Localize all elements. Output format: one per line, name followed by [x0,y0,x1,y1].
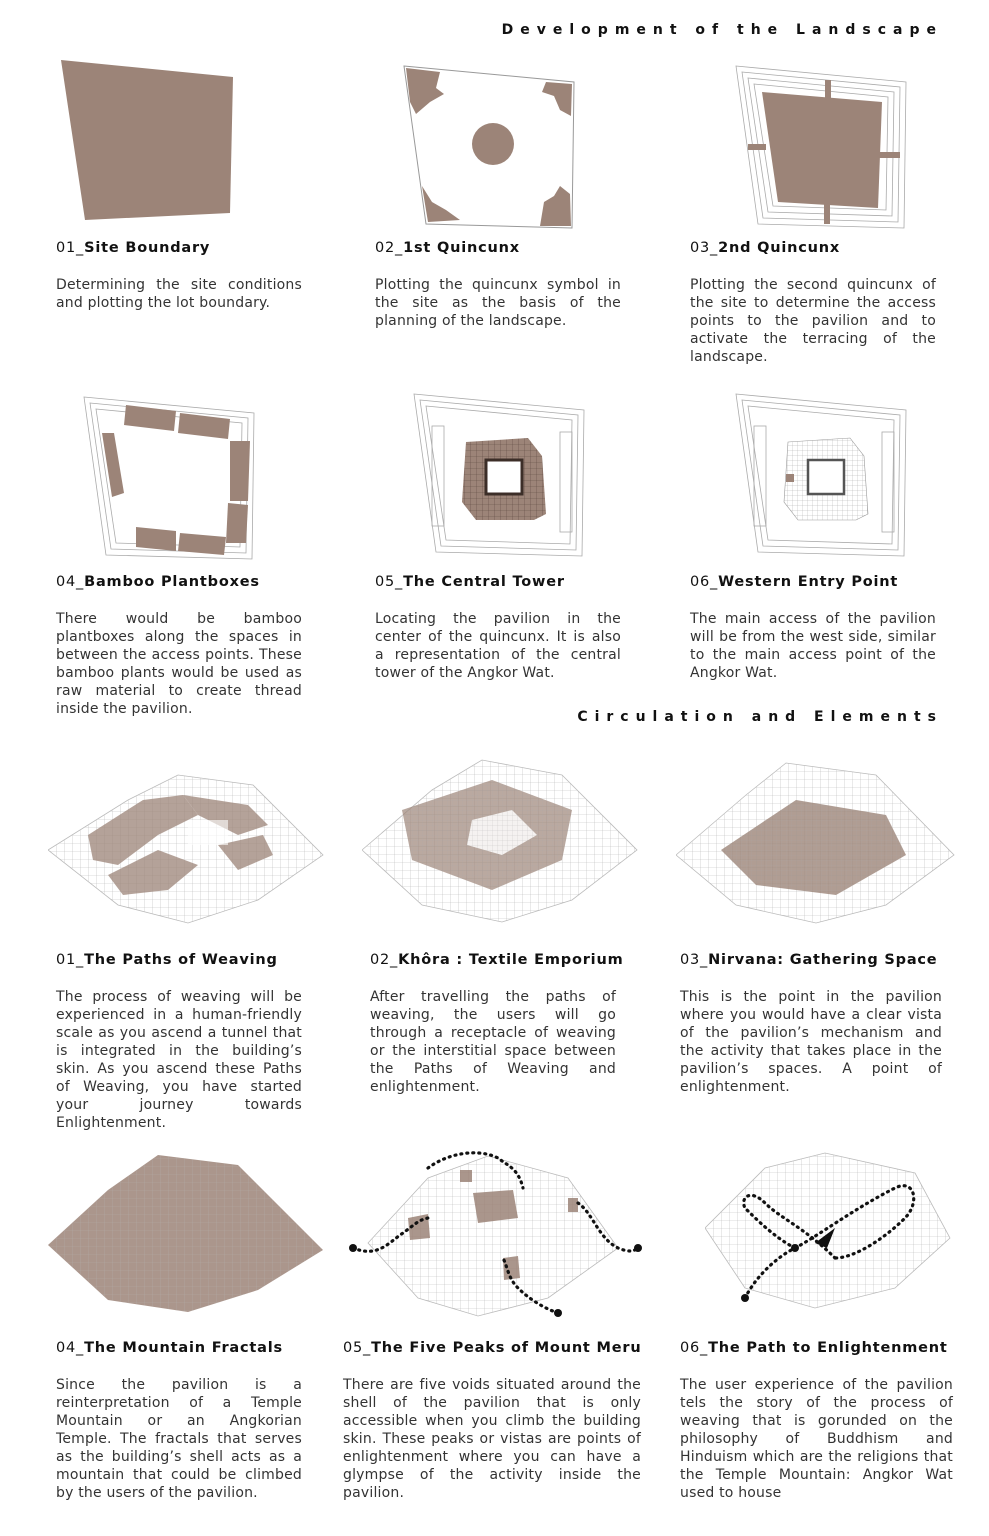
caption-path-to-enlightenment: 06_The Path to Enlightenment [680,1340,948,1356]
caption-five-peaks: 05_The Five Peaks of Mount Meru [343,1340,642,1356]
first-quincunx-figure [400,62,580,232]
desc-bamboo-plantboxes: There would be bamboo plantboxes along the spaces in between the access points. These bamboo plants would be used as raw material to create thread inside the pavilion. [56,611,302,717]
desc-nirvana: This is the point in the pavilion where you would have a clear vista of the pavilion’s mechanism and the activity that takes place in the pavilion’s spaces. A point of enlightenment. [680,989,942,1095]
desc-central-tower: Locating the pavilion in the center of the quincunx. It is also a representation of the central tower of the Angkor Wat. [375,611,621,681]
central-tower-figure [410,390,590,560]
section-title-circulation: Circulation and Elements [577,709,943,725]
paths-of-weaving-figure [48,755,328,925]
nirvana-gathering-figure [676,755,956,925]
desc-site-boundary: Determining the site conditions and plotting the lot boundary. [56,277,302,311]
caption-khora-textile: 02_Khôra : Textile Emporium [370,952,624,968]
caption-western-entry: 06_Western Entry Point [690,574,899,590]
site-boundary-figure [55,55,240,225]
caption-second-quincunx: 03_2nd Quincunx [690,240,841,256]
western-entry-figure [732,390,912,560]
caption-first-quincunx: 02_1st Quincunx [375,240,520,256]
desc-khora-textile: After travelling the paths of weaving, the users will go through a receptacle of weaving or the interstitial space between the Paths of Weaving and enlightenment. [370,989,616,1095]
bamboo-plantboxes-figure [80,393,260,563]
desc-paths-of-weaving: The process of weaving will be experienced in a human-friendly scale as you ascend a tunnel that is integrated in the building’s skin. As you ascend these Paths of Weaving, you have started your journey towards Enlightenment. [56,989,302,1131]
caption-site-boundary: 01_Site Boundary [56,240,211,256]
second-quincunx-figure [732,62,912,232]
mountain-fractals-figure [48,1150,328,1315]
five-peaks-figure [348,1148,643,1318]
desc-mountain-fractals: Since the pavilion is a reinterpretation of a Temple Mountain or an Angkorian Temple. The fractals that serves as the building’s shell acts as a mountain that could be climbed by the users of the pavilion. [56,1377,302,1501]
desc-western-entry: The main access of the pavilion will be from the west side, similar to the main access point of the Angkor Wat. [690,611,936,681]
caption-bamboo-plantboxes: 04_Bamboo Plantboxes [56,574,260,590]
desc-five-peaks: There are five voids situated around the shell of the pavilion that is only accessible when you climb the building skin. These peaks or vistas are points of enlightenment where you can have a glympse of the activity inside the pavilion. [343,1377,641,1501]
section-title-landscape: Development of the Landscape [501,22,943,38]
caption-nirvana: 03_Nirvana: Gathering Space [680,952,938,968]
desc-path-to-enlightenment: The user experience of the pavilion tels the story of the process of weaving that is gorunded on the philosophy of Buddhism and Hinduism which are the religions that the Temple Mountain: Angkor Wat used to house [680,1377,953,1501]
caption-central-tower: 05_The Central Tower [375,574,565,590]
desc-second-quincunx: Plotting the second quincunx of the site to determine the access points to the pavilion and to activate the terracing of the landscape. [690,277,936,365]
path-to-enlightenment-figure [705,1148,955,1313]
caption-mountain-fractals: 04_The Mountain Fractals [56,1340,283,1356]
desc-first-quincunx: Plotting the quincunx symbol in the site as the basis of the planning of the landscape. [375,277,621,329]
khora-textile-figure [362,750,642,925]
caption-paths-of-weaving: 01_The Paths of Weaving [56,952,278,968]
